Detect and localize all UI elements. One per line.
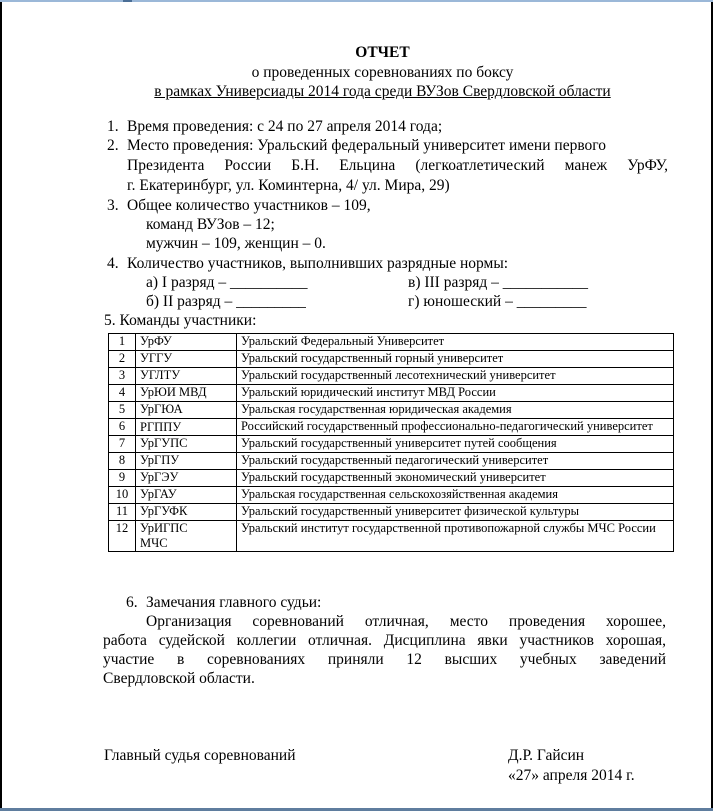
item-1-text: Время проведения: с 24 по 27 апреля 2014 года; xyxy=(127,118,443,135)
team-full-name: Уральский государственный педагогический университет xyxy=(237,453,674,470)
document-subtitle-underlined: в рамках Универсиады 2014 года среди ВУЗов Свердловской области xyxy=(154,83,611,100)
table-row xyxy=(109,453,674,470)
team-abbreviation: УрГПУ xyxy=(136,453,237,470)
rank-3-field: в) III разряд – ___________ xyxy=(408,274,588,291)
team-abbreviation: УрГЭУ xyxy=(136,470,237,487)
item-3-line-2: команд ВУЗов – 12; xyxy=(146,216,275,233)
team-abbreviation: УрИГПС МЧС xyxy=(136,521,237,552)
team-full-name: Уральский государственный университет физической культуры xyxy=(237,504,674,521)
team-number: 6 xyxy=(109,419,136,436)
table-row xyxy=(109,334,674,351)
team-number: 7 xyxy=(109,436,136,453)
table-row xyxy=(109,419,674,436)
teams-table xyxy=(108,333,674,552)
team-number: 8 xyxy=(109,453,136,470)
remarks-line-1: Организация соревнований отличная, место проведения хорошее, xyxy=(146,613,666,630)
team-abbreviation: УрГЮА xyxy=(136,402,237,419)
team-number: 9 xyxy=(109,470,136,487)
team-full-name: Уральский Федеральный Университет xyxy=(237,334,674,351)
item-2-line-3: г. Екатеринбург, ул. Коминтерна, 4/ ул. Мира, 29) xyxy=(127,177,450,194)
team-abbreviation: УрГУФК xyxy=(136,504,237,521)
item-3-line-3: мужчин – 109, женщин – 0. xyxy=(146,235,326,252)
item-2-line-2: Президента России Б.Н. Ельцина (легкоатлетический манеж УрФУ, xyxy=(127,157,668,174)
team-abbreviation: УрГУПС xyxy=(136,436,237,453)
team-full-name: Уральская государственная юридическая академия xyxy=(237,402,674,419)
team-full-name: Уральский институт государственной противопожарной службы МЧС России xyxy=(237,521,674,552)
team-full-name: Уральский государственный лесотехнический университет xyxy=(237,368,674,385)
team-full-name: Российский государственный профессионально-педагогический университет xyxy=(237,419,674,436)
team-number: 4 xyxy=(109,385,136,402)
team-abbreviation: УрФУ xyxy=(136,334,237,351)
team-abbreviation: УрЮИ МВД xyxy=(136,385,237,402)
team-abbreviation: УрГАУ xyxy=(136,487,237,504)
signature-name: Д.Р. Гайсин xyxy=(508,747,585,764)
team-number: 10 xyxy=(109,487,136,504)
document-title: ОТЧЕТ xyxy=(355,44,410,61)
signature-date: «27» апреля 2014 г. xyxy=(508,767,635,784)
table-row xyxy=(109,385,674,402)
table-row xyxy=(109,487,674,504)
remarks-line-2: работа судейской коллегии отличная. Дисциплина явки участников хорошая, xyxy=(103,632,666,649)
team-full-name: Уральский государственный экономический университет xyxy=(237,470,674,487)
item-5-text: 5. Команды участники: xyxy=(104,312,257,329)
item-3-number: 3. xyxy=(107,197,119,214)
item-6-heading: Замечания главного судьи: xyxy=(146,594,322,611)
team-full-name: Уральский юридический институт МВД России xyxy=(237,385,674,402)
signature-role: Главный судья соревнований xyxy=(104,747,296,764)
team-full-name: Уральская государственная сельскохозяйственная академия xyxy=(237,487,674,504)
table-row xyxy=(109,368,674,385)
team-number: 5 xyxy=(109,402,136,419)
table-row xyxy=(109,402,674,419)
team-abbreviation: УГЛТУ xyxy=(136,368,237,385)
team-abbreviation: УГГУ xyxy=(136,351,237,368)
table-row xyxy=(109,436,674,453)
rank-1-field: а) I разряд – __________ xyxy=(146,274,308,291)
document-subtitle: о проведенных соревнованиях по боксу xyxy=(251,64,514,81)
rank-2-field: б) II разряд – _________ xyxy=(146,293,306,310)
table-row xyxy=(109,351,674,368)
youth-rank-field: г) юношеский – _________ xyxy=(408,293,587,310)
item-3-line-1: Общее количество участников – 109, xyxy=(127,197,371,214)
team-abbreviation: РГППУ xyxy=(136,419,237,436)
table-row xyxy=(109,470,674,487)
remarks-line-3: участие в соревнованиях приняли 12 высших учебных заведений xyxy=(103,651,666,668)
team-number: 2 xyxy=(109,351,136,368)
table-row xyxy=(109,504,674,521)
item-1-number: 1. xyxy=(107,118,119,135)
team-number: 1 xyxy=(109,334,136,351)
item-2-number: 2. xyxy=(107,137,119,154)
remarks-line-4: Свердловской области. xyxy=(103,670,255,687)
item-4-text: Количество участников, выполнивших разрядные нормы: xyxy=(127,255,509,272)
team-number: 3 xyxy=(109,368,136,385)
item-4-number: 4. xyxy=(107,255,119,272)
table-row xyxy=(109,521,674,552)
item-2-line-1: Место проведения: Уральский федеральный университет имени первого xyxy=(127,137,607,154)
item-6-number: 6. xyxy=(126,594,138,611)
team-full-name: Уральский государственный университет путей сообщения xyxy=(237,436,674,453)
team-full-name: Уральский государственный горный университет xyxy=(237,351,674,368)
team-number: 12 xyxy=(109,521,136,552)
team-number: 11 xyxy=(109,504,136,521)
